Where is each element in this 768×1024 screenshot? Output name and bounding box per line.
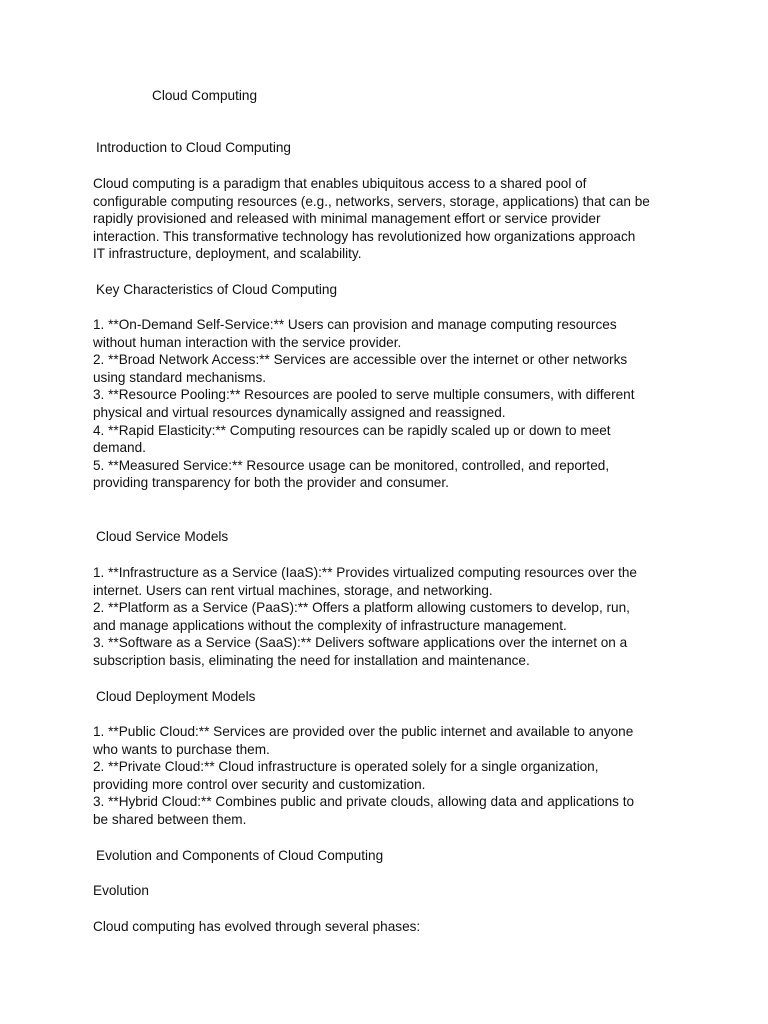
list-item-line: 2. **Private Cloud:** Cloud infrastructure is operated solely for a single organization, <box>93 759 599 775</box>
section-heading-intro: Introduction to Cloud Computing <box>96 140 291 155</box>
list-item-line: 4. **Rapid Elasticity:** Computing resources can be rapidly scaled up or down to meet <box>93 422 611 438</box>
list-item-line: using standard mechanisms. <box>93 369 267 385</box>
list-item-line: 3. **Resource Pooling:** Resources are pooled to serve multiple consumers, with different <box>93 387 635 403</box>
list-item-line: 1. **On-Demand Self-Service:** Users can provision and manage computing resources <box>93 317 617 332</box>
list-item-line: 1. **Public Cloud:** Services are provided over the public internet and available to anyone <box>93 724 634 739</box>
document-title: Cloud Computing <box>152 88 258 103</box>
list-item-line: without human interaction with the service provider. <box>93 334 402 350</box>
list-item-line: 2. **Broad Network Access:** Services are accessible over the internet or other networks <box>93 352 628 368</box>
list-item-line: and manage applications without the complexity of infrastructure management. <box>93 617 567 633</box>
section-heading-characteristics: Key Characteristics of Cloud Computing <box>96 282 338 297</box>
list-item-line: 5. **Measured Service:** Resource usage can be monitored, controlled, and reported, <box>93 457 610 473</box>
list-item-line: who wants to purchase them. <box>93 741 270 757</box>
list-item-line: 3. **Hybrid Cloud:** Combines public and private clouds, allowing data and applications to <box>93 794 635 810</box>
section-heading-evolution-components: Evolution and Components of Cloud Computing <box>96 848 384 863</box>
paragraph-line: IT infrastructure, deployment, and scalability. <box>93 246 362 262</box>
list-item-line: demand. <box>93 440 146 456</box>
section-heading-service-models: Cloud Service Models <box>96 529 229 544</box>
list-item-line: 3. **Software as a Service (SaaS):** Delivers software applications over the internet on a <box>93 635 628 651</box>
list-item-line: 2. **Platform as a Service (PaaS):** Offers a platform allowing customers to develop, run, <box>93 600 630 616</box>
subheading-evolution: Evolution <box>93 883 149 898</box>
paragraph-line: Cloud computing has evolved through several phases: <box>93 919 421 934</box>
list-item-line: be shared between them. <box>93 812 247 827</box>
list-item-line: physical and virtual resources dynamically assigned and reassigned. <box>93 405 506 420</box>
list-item-line: 1. **Infrastructure as a Service (IaaS):** Provides virtualized computing resources over the <box>93 565 637 580</box>
paragraph-line: Cloud computing is a paradigm that enables ubiquitous access to a shared pool of <box>93 176 587 191</box>
list-item-line: providing more control over security and customization. <box>93 776 426 792</box>
section-heading-deployment-models: Cloud Deployment Models <box>96 689 256 704</box>
list-item-line: providing transparency for both the provider and consumer. <box>93 475 449 491</box>
list-item-line: subscription basis, eliminating the need for installation and maintenance. <box>93 653 530 668</box>
paragraph-line: interaction. This transformative technology has revolutionized how organizations approach <box>93 228 636 244</box>
list-item-line: internet. Users can rent virtual machines, storage, and networking. <box>93 582 493 598</box>
paragraph-line: configurable computing resources (e.g., networks, servers, storage, applications) that can be <box>93 193 650 209</box>
paragraph-line: rapidly provisioned and released with minimal management effort or service provider <box>93 211 601 227</box>
